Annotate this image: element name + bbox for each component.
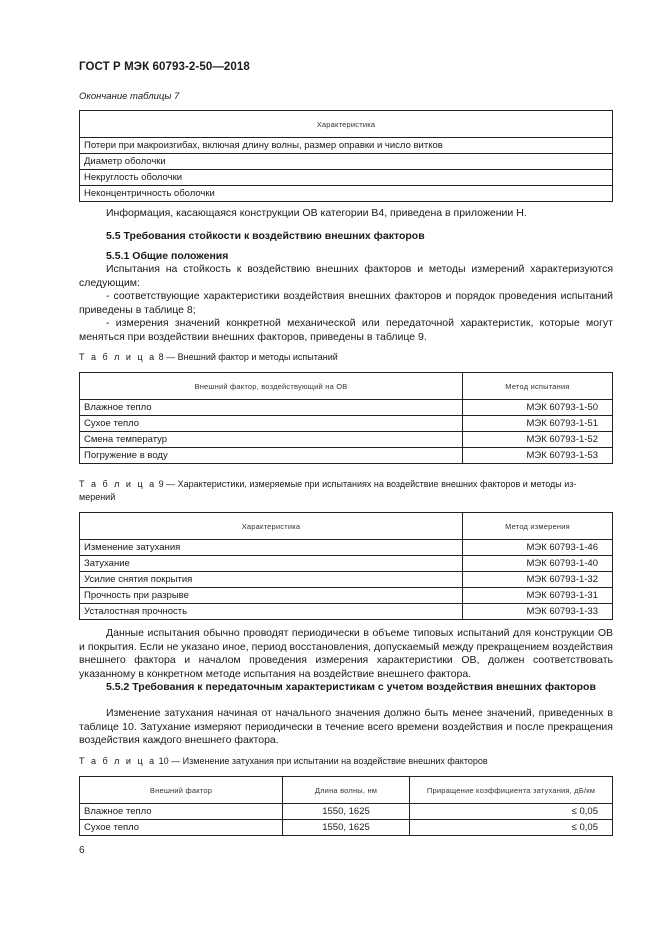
table10-cell: 1550, 1625 [283,820,410,836]
table7-continuation-caption: Окончание таблицы 7 [79,91,180,102]
table8-cell: МЭК 60793-1-51 [463,416,613,432]
table9 [79,512,613,620]
table9-cell: МЭК 60793-1-46 [463,540,613,556]
table8-caption-label: Т а б л и ц а [79,352,157,362]
table7-header: Характеристика [80,111,613,138]
table10 [79,776,613,836]
table8-cell: Влажное тепло [80,400,463,416]
table10-cell: Влажное тепло [80,804,283,820]
table8 [79,372,613,464]
table8-cell: Погружение в воду [80,448,463,464]
section-5-5-heading [106,230,613,244]
table10-header: Внешний фактор [80,777,283,804]
section-5-5-title: Требования стойкости к воздействию внешних факторов [123,230,425,242]
tests-paragraph: Данные испытания обычно проводят периодически в объеме типовых испытаний для конструкции ОВ и покрытия. Если не указано иное, период восстановления, допускаемый между прекращением воздействия внешнего фактора и началом проведения измерения характеристики ОВ, должен соответствовать указанному в конкретном методе испытания на воздействие внешнего фактора. [79,627,613,680]
table9-cell: Прочность при разрыве [80,588,463,604]
section-5-5-1-heading [106,250,613,264]
table8-caption-number: 8 [158,352,164,362]
section-5-5-1-title: Общие положения [132,250,229,262]
section-5-5-2-text: Изменение затухания начиная от начального значения должно быть менее значений, приведенных в таблице 10. Затухание измеряют периодически в течение всего времени воздействия и после прекращения воздействия каждого внешнего фактора. [79,707,613,747]
table9-header: Характеристика [80,513,463,540]
table9-cell: МЭК 60793-1-40 [463,556,613,572]
table10-cell: ≤ 0,05 [410,804,613,820]
table8-cell: Сухое тепло [80,416,463,432]
table9-caption-cont: мерений [79,492,116,502]
table8-caption-title: — Внешний фактор и методы испытаний [166,352,338,362]
table9-cell: МЭК 60793-1-32 [463,572,613,588]
section-5-5-1-item: - соответствующие характеристики воздействия внешних факторов и порядок проведения испытаний приведены в таблице 8; [79,290,613,316]
table8-caption [79,352,613,362]
info-paragraph: Информация, касающаяся конструкции ОВ категории В4, приведена в приложении Н. [106,207,527,219]
table10-header: Длина волны, нм [283,777,410,804]
table8-cell: МЭК 60793-1-50 [463,400,613,416]
table10-caption-title: — Изменение затухания при испытании на воздействие внешних факторов [171,756,488,766]
table10-cell: ≤ 0,05 [410,820,613,836]
section-5-5-1-item: - измерения значений конкретной механической или передаточной характеристик, которые могут меняться при воздействии внешних факторов, приведены в таблице 9. [79,317,613,343]
table9-cell: Усталостная прочность [80,604,463,620]
table9-header: Метод измерения [463,513,613,540]
table10-caption-number: 10 [158,756,169,766]
table9-caption-label: Т а б л и ц а [79,479,157,489]
section-5-5-1-number: 5.5.1 [106,250,130,262]
table10-header: Приращение коэффициента затухания, дБ/км [410,777,613,804]
page-number: 6 [79,845,85,856]
table7 [79,110,613,202]
table9-caption-number: 9 [158,479,164,489]
section-5-5-1-intro: Испытания на стойкость к воздействию внешних факторов и методы измерений характеризуются следующим: [79,263,613,289]
table9-cell: Затухание [80,556,463,572]
table7-row: Неконцентричность оболочки [80,186,613,202]
table7-row: Диаметр оболочки [80,154,613,170]
document-header: ГОСТ Р МЭК 60793-2-50—2018 [79,61,250,73]
section-5-5-2-number: 5.5.2 [106,681,130,693]
table10-cell: Сухое тепло [80,820,283,836]
table7-row: Некруглость оболочки [80,170,613,186]
table8-cell: МЭК 60793-1-53 [463,448,613,464]
section-5-5-2-title: Требования к передаточным характеристикам с учетом воздействия внешних факторов [132,681,596,693]
table9-cell: МЭК 60793-1-31 [463,588,613,604]
table9-cell: Изменение затухания [80,540,463,556]
table9-caption-title: — Характеристики, измеряемые при испытаниях на воздействие внешних факторов и методы из- [166,479,577,489]
section-5-5-2-heading [79,681,613,695]
table7-row: Потери при макроизгибах, включая длину волны, размер оправки и число витков [80,138,613,154]
table9-cell: МЭК 60793-1-33 [463,604,613,620]
table8-header: Метод испытания [463,373,613,400]
table10-cell: 1550, 1625 [283,804,410,820]
table10-caption-label: Т а б л и ц а [79,756,157,766]
table8-cell: МЭК 60793-1-52 [463,432,613,448]
table8-cell: Смена температур [80,432,463,448]
section-5-5-number: 5.5 [106,230,121,242]
table9-caption [79,479,613,489]
table10-caption [79,756,613,766]
table9-cell: Усилие снятия покрытия [80,572,463,588]
table8-header: Внешний фактор, воздействующий на ОВ [80,373,463,400]
